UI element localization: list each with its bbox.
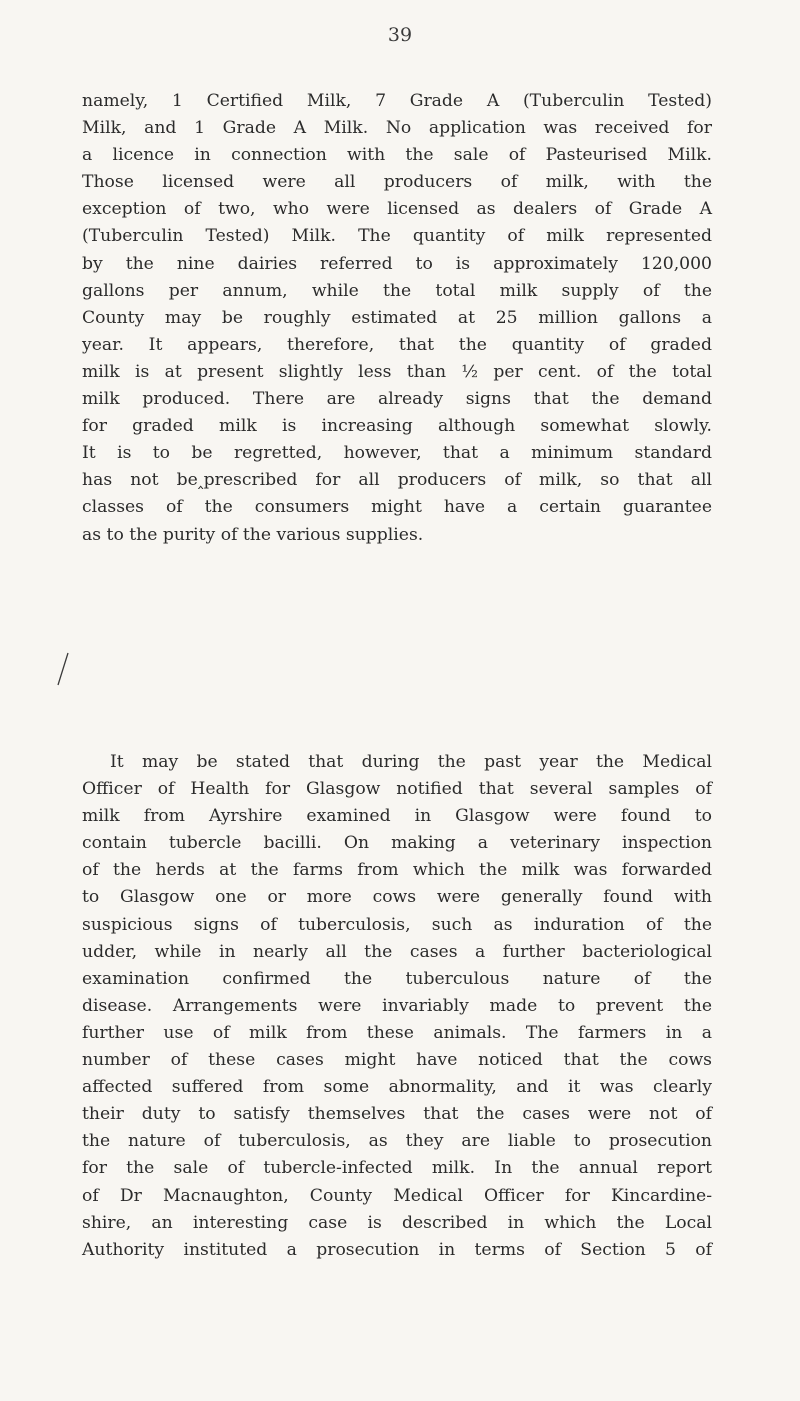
text-line: namely, 1 Certified Milk, 7 Grade A (Tuberculin Tested) [82,91,712,111]
text-line: for graded milk is increasing although somewhat slowly. [82,416,712,437]
text-line: of Dr Macnaughton, County Medical Officer for Kincardine- [82,1185,712,1206]
text-line: Authority instituted a prosecution in terms of Section 5 of [82,1239,712,1260]
text-line: Officer of Health for Glasgow notified that several samples of [82,779,712,800]
text-line: examination confirmed the tuberculous nature of the [82,968,712,989]
paragraph-tubercle-infected-milk [82,749,712,1264]
text-line: by the nine dairies referred to is approximately 120,000 [82,253,712,274]
page-number: 39 [387,24,413,46]
text-line: suspicious signs of tuberculosis, such as induration of the [82,914,712,935]
text-line: the nature of tuberculosis, as they are liable to prosecution [82,1131,712,1152]
text-line: gallons per annum, while the total milk supply of the [82,280,712,301]
text-line: to Glasgow one or more cows were generally found with [82,887,712,908]
text-line: County may be roughly estimated at 25 million gallons a [82,307,712,328]
text-line: number of these cases might have noticed that the cows [82,1050,712,1071]
text-line: Milk, and 1 Grade A Milk. No application was received for [82,118,712,139]
text-line: It may be stated that during the past year the Medical [110,752,712,772]
text-line: a licence in connection with the sale of Pasteurised Milk. [82,145,712,166]
text-line: affected suffered from some abnormality, and it was clearly [82,1077,712,1098]
text-line: further use of milk from these animals. The farmers in a [82,1022,712,1043]
text-line: year. It appears, therefore, that the quantity of graded [82,334,712,355]
text-line: for the sale of tubercle-infected milk. In the annual report [82,1158,712,1179]
text-line: disease. Arrangements were invariably made to prevent the [82,995,712,1016]
text-line: milk produced. There are already signs that the demand [82,389,712,410]
text-line: as to the purity of the various supplies. [82,524,424,545]
text-line: (Tuberculin Tested) Milk. The quantity of milk represented [82,226,712,247]
handwritten-margin-stroke-icon [56,652,70,686]
text-line: their duty to satisfy themselves that the cases were not of [82,1104,712,1125]
text-line: has not be‸prescribed for all producers of milk, so that all [82,470,712,491]
text-line: classes of the consumers might have a certain guarantee [82,497,712,518]
text-line: shire, an interesting case is described in which the Local [82,1212,712,1233]
text-line: contain tubercle bacilli. On making a veterinary inspection [82,833,712,854]
paragraph-graded-milk-licences [82,88,712,549]
text-line: milk from Ayrshire examined in Glasgow were found to [82,806,712,827]
text-line: udder, while in nearly all the cases a further bacteriological [82,941,712,962]
text-line: It is to be regretted, however, that a minimum standard [82,443,712,464]
text-line: of the herds at the farms from which the milk was forwarded [82,860,712,881]
text-line: milk is at present slightly less than ½ per cent. of the total [82,361,712,382]
text-line: exception of two, who were licensed as dealers of Grade A [82,199,712,220]
text-line: Those licensed were all producers of milk, with the [82,172,712,193]
